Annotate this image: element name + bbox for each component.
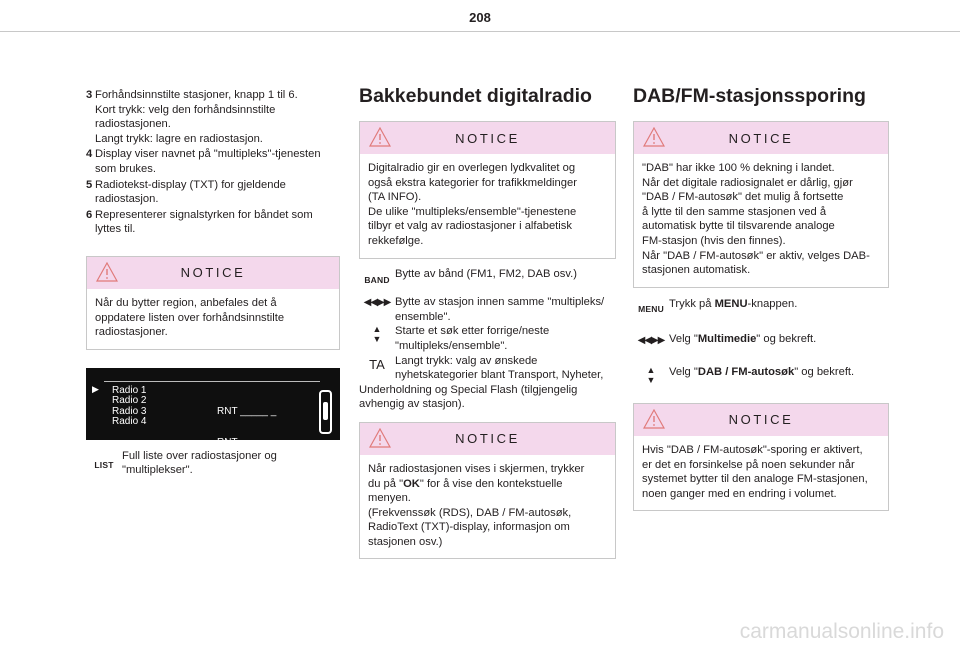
text-line: Digitalradio gir en overlegen lydkvalitet og	[368, 162, 576, 174]
item-number: 6	[86, 208, 93, 221]
text-line: Radiotekst-display (TXT) for gjeldende	[95, 178, 286, 191]
row-text	[395, 324, 616, 353]
rnt-text: RNT _____ _	[217, 500, 277, 512]
text-line: Bytte av bånd (FM1, FM2, DAB osv.)	[395, 267, 577, 280]
text-line: oppdatere listen over forhåndsinnstilte	[95, 311, 285, 324]
warning-icon	[643, 127, 665, 147]
menu-keyword: MENU	[638, 303, 664, 314]
notice-body	[634, 154, 888, 287]
notice-title: NOTICE	[180, 265, 246, 281]
warning-icon	[369, 127, 391, 147]
rnt-text: RNT _____ _	[217, 437, 277, 449]
row-text	[669, 297, 889, 312]
text-line: som brukes.	[95, 162, 156, 175]
text-line: nyhetskategorier blant Transport, Nyheter,	[395, 369, 604, 382]
text-line: Når radiostasjonen vises i skjermen, trykker	[368, 462, 585, 475]
notice-box	[359, 422, 616, 560]
seek-arrows-icon: ◀◀▶▶	[637, 335, 665, 347]
dab-fm-row	[633, 365, 889, 385]
text-line: Bytte av stasjon innen samme "multipleks/	[395, 296, 605, 309]
item-number: 3	[86, 89, 93, 101]
text-span: -knappen.	[747, 297, 798, 310]
text-line: Langt trykk: lagre en radiostasjon.	[95, 132, 263, 145]
text-line: Langt trykk: valg av ønskede	[395, 354, 538, 367]
ta-icon	[359, 354, 395, 373]
scrollbar-icon	[319, 390, 332, 434]
multimedia-row	[633, 332, 889, 349]
item-text	[95, 178, 340, 207]
item-number: 5	[86, 178, 93, 191]
numbered-list	[86, 88, 340, 237]
warning-icon	[369, 428, 391, 448]
notice-title: NOTICE	[455, 130, 520, 146]
text-line: tilbyr et valg av radiostasjoner i alfabetisk	[368, 220, 572, 233]
section-heading: Bakkebundet digitalradio	[359, 85, 592, 107]
list-keyword: LIST	[94, 459, 114, 470]
notice-box	[86, 256, 340, 350]
header-divider	[0, 31, 960, 32]
rnt-list	[217, 386, 276, 533]
text-line: også ekstra kategorier for trafikkmeldinger	[368, 176, 577, 189]
list-row	[86, 449, 340, 478]
row-text	[395, 267, 616, 282]
notice-header	[634, 404, 888, 436]
text-line: (Frekvenssøk (RDS), DAB / FM-autosøk,	[368, 506, 572, 519]
page-number: 208	[469, 10, 491, 25]
text-line: Når "DAB / FM-autosøk" er aktiv, velges DAB-	[642, 249, 870, 262]
text-line: er det en forsinkelse på noen sekunder når	[642, 458, 855, 471]
row-text	[395, 354, 616, 383]
item-text	[95, 88, 340, 146]
item-number: 4	[86, 148, 93, 161]
warning-icon	[643, 409, 665, 429]
menu-icon	[633, 297, 669, 317]
text-line: (TA INFO).	[368, 191, 422, 204]
text-line: å lytte til den samme stasjonen ved å	[642, 205, 827, 218]
text-line: ensemble".	[395, 310, 451, 323]
warning-icon	[96, 262, 118, 282]
text-line: radiostasjonen.	[95, 118, 171, 131]
text-line: radiostasjon.	[95, 193, 159, 206]
text-line: "DAB / FM-autosøk" det mulig å fortsette	[642, 191, 844, 204]
list-icon	[86, 449, 122, 473]
text-line: Display viser navnet på "multipleks"-tjenesten	[95, 148, 321, 161]
text-line: automatisk bytte til tilsvarende analoge	[642, 220, 835, 233]
text-line: lyttes til.	[95, 223, 136, 236]
band-icon	[359, 267, 395, 288]
text-line: "DAB" har ikke 100 % dekning i landet.	[642, 162, 835, 174]
text-line: rekkefølge.	[368, 234, 424, 247]
notice-header	[360, 122, 615, 154]
continuation-text	[359, 383, 616, 412]
display-divider	[104, 381, 320, 382]
seek-arrows-icon: ◀◀▶▶	[363, 297, 391, 309]
text-line: Hvis "DAB / FM-autosøk"-sporing er aktivert,	[642, 443, 863, 456]
multiplex-search-row	[359, 324, 616, 353]
text-line: Kort trykk: velg den forhåndsinnstilte	[95, 103, 276, 116]
row-text	[395, 295, 616, 324]
text-line: Full liste over radiostasjoner og	[122, 449, 277, 462]
text-line	[368, 477, 607, 492]
rnt-text: RNT _____ _	[217, 405, 277, 417]
station-name: Radio 2	[112, 395, 147, 407]
list-item	[86, 88, 340, 146]
text-line: Starte et søk etter forrige/neste	[395, 325, 550, 338]
text-span: " for å vise den kontekstuelle	[419, 477, 563, 490]
text-line: radiostasjoner.	[95, 326, 168, 339]
notice-header	[360, 423, 615, 455]
row-text	[669, 332, 889, 347]
notice-box	[633, 403, 889, 511]
multimedia-keyword: Multimedie	[697, 333, 757, 346]
ok-keyword: OK	[403, 477, 420, 490]
item-text	[95, 147, 340, 176]
text-line: menyen.	[368, 492, 411, 505]
list-item	[86, 147, 340, 176]
notice-header	[87, 257, 339, 289]
text-span: " og bekreft.	[794, 365, 855, 378]
rnt-text: RNT _____ _	[217, 468, 277, 480]
list-item	[86, 178, 340, 207]
text-span: " og bekreft.	[756, 333, 817, 346]
section-heading: DAB/FM-stasjonssporing	[633, 85, 866, 107]
notice-box	[633, 121, 889, 288]
text-line: "multiplekser".	[122, 464, 193, 477]
up-down-arrows-icon: ▲ ▼	[646, 364, 656, 385]
band-keyword: BAND	[364, 274, 390, 285]
text-line: Når du bytter region, anbefales det å	[95, 296, 277, 309]
row-text	[669, 365, 889, 380]
text-line: "multipleks/ensemble".	[395, 339, 508, 352]
text-span: Velg "	[669, 365, 698, 378]
text-line: stasjonen osv.)	[368, 535, 443, 548]
text-line: De ulike "multipleks/ensemble"-tjenestene	[368, 205, 577, 218]
ta-keyword: TA	[369, 356, 385, 372]
text-span: Velg "	[669, 333, 698, 346]
column-3	[633, 85, 889, 511]
text-line: RadioText (TXT)-display, informasjon om	[368, 521, 570, 534]
seek-row	[359, 295, 616, 324]
column-2	[359, 85, 616, 559]
text-line: Når det digitale radiosignalet er dårlig, gjør	[642, 176, 853, 189]
text-line: Forhåndsinnstilte stasjoner, knapp 1 til 6.	[95, 89, 298, 101]
text-span: Trykk på	[669, 297, 715, 310]
list-item	[86, 208, 340, 237]
text-line: FM-stasjon (hvis den finnes).	[642, 234, 786, 247]
text-line: Underholdning og Special Flash (tilgjengelig	[359, 383, 578, 396]
notice-title: NOTICE	[728, 412, 794, 428]
notice-body	[360, 455, 615, 559]
play-icon: ▶	[92, 383, 99, 394]
up-down-arrows-icon: ▲ ▼	[372, 324, 382, 345]
watermark: carmanualsonline.info	[739, 620, 944, 643]
menu-row	[633, 297, 889, 317]
station-list	[112, 386, 146, 428]
dab-fm-keyword: DAB / FM-autosøk	[697, 365, 795, 378]
station-name: Radio 3	[112, 405, 147, 417]
text-line: stasjonen automatisk.	[642, 264, 751, 277]
notice-box	[359, 121, 616, 259]
notice-title: NOTICE	[728, 130, 794, 146]
notice-title: NOTICE	[455, 431, 520, 447]
item-text	[95, 208, 340, 237]
band-row	[359, 267, 616, 288]
text-line: noen ganger med en endring i volumet.	[642, 487, 837, 500]
column-1	[86, 88, 340, 512]
text-line: Representerer signalstyrken for båndet som	[95, 208, 313, 221]
station-name: Radio 4	[112, 416, 147, 428]
text-span: du på "	[368, 477, 404, 490]
station-name: Radio 1	[112, 384, 147, 396]
text-line: systemet bytter til den analoge FM-stasjonen,	[642, 473, 868, 486]
notice-body	[87, 289, 339, 349]
ta-row	[359, 354, 616, 383]
text-line: avhengig av stasjon).	[359, 398, 465, 411]
notice-body	[634, 436, 888, 510]
menu-keyword-bold: MENU	[714, 297, 748, 310]
notice-header	[634, 122, 888, 154]
notice-body	[360, 154, 615, 258]
